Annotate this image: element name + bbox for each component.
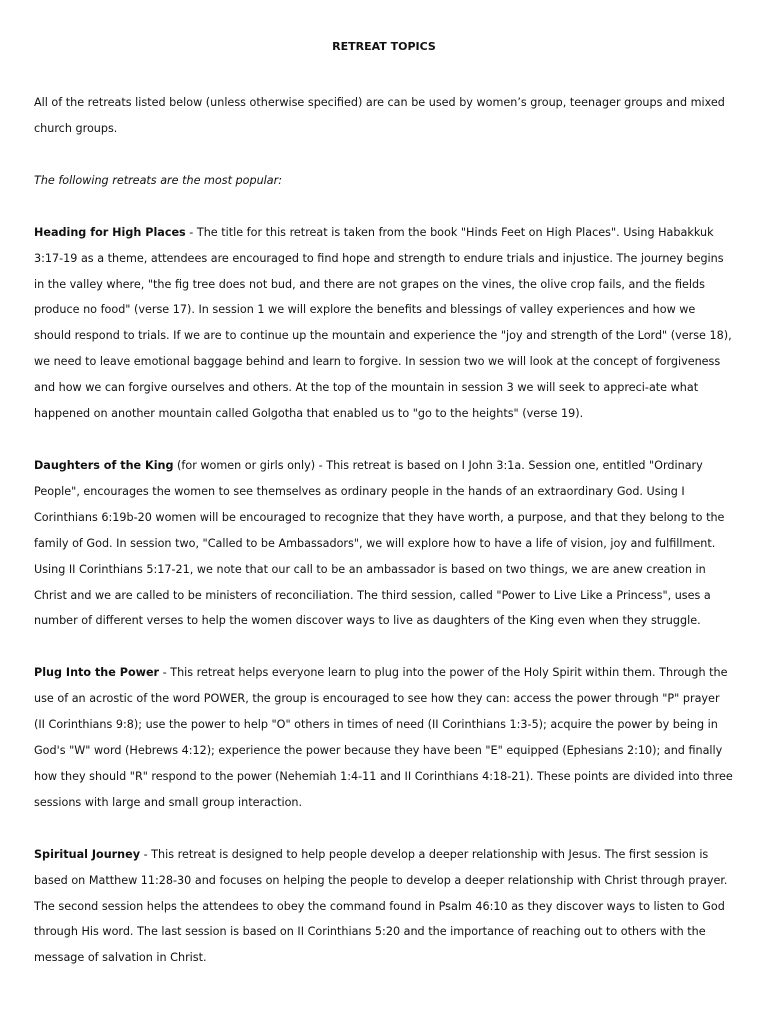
retreat-name: Spiritual Journey bbox=[34, 847, 141, 861]
retreat-description: (for women or girls only) - This retreat is based on I John 3:1a. Session one, entitled "Ordinary People", encourages the women to see themselves as ordinary people in the hands of an extraordinary God. Using I Corinthians 6:19b-20 women will be encouraged to recognize that they have worth, a purpose, and that they belong to the family of God. In session two, "Called to be Ambassadors", we will explore how to have a life of vision, joy and fulfillment. Using II Corinthians 5:17-21, we note that our call to be an ambassador is based on two things, we are anew creation in Christ and we are called to be ministers of reconciliation. The third session, called "Power to Live Like a Princess", uses a number of different verses to help the women discover ways to live as daughters of the King even when they struggle. bbox=[34, 458, 725, 628]
retreat-description: - This retreat helps everyone learn to plug into the power of the Holy Spirit within them. Through the use of an acrostic of the word POWER, the group is encouraged to see how they can: access the power through "P" prayer (II Corinthians 9:8); use the power to help "O" others in times of need (II Corinthians 1:3-5); acquire the power by being in God's "W" word (Hebrews 4:12); experience the power because they have been "E" equipped (Ephesians 2:10); and finally how they should "R" respond to the power (Nehemiah 1:4-11 and II Corinthians 4:18-21). These points are divided into three sessions with large and small group interaction. bbox=[34, 666, 733, 809]
retreat-name: Plug Into the Power bbox=[34, 666, 160, 680]
retreat-paragraph-heading-for-high-places bbox=[34, 220, 734, 427]
intro-paragraph: All of the retreats listed below (unless otherwise specified) are can be used by women’s group, teenager groups and mixed church groups. bbox=[34, 96, 725, 135]
retreat-paragraph-spiritual-journey bbox=[34, 842, 734, 972]
retreat-paragraph-plug-into-the-power bbox=[34, 660, 734, 815]
popular-note: The following retreats are the most popular: bbox=[34, 173, 282, 187]
page-title: RETREAT TOPICS bbox=[332, 40, 436, 53]
retreat-name: Daughters of the King bbox=[34, 458, 174, 472]
retreat-description: - This retreat is designed to help people develop a deeper relationship with Jesus. The first session is based on Matthew 11:28-30 and focuses on helping the people to develop a deeper relationship with Christ through prayer. The second session helps the attendees to obey the command found in Psalm 46:10 as they discover ways to listen to God through His word. The last session is based on II Corinthians 5:20 and the importance of reaching out to others with the message of salvation in Christ. bbox=[34, 847, 728, 965]
retreat-name: Heading for High Places bbox=[34, 225, 186, 239]
retreat-description: - The title for this retreat is taken from the book "Hinds Feet on High Places". Using Habakkuk 3:17-19 as a theme, attendees are encouraged to find hope and strength to endure trials and injustice. The journey begins in the valley where, "the fig tree does not bud, and there are not grapes on the vines, the olive crop fails, and the fields produce no food" (verse 17). In session 1 we will explore the benefits and blessings of valley experiences and how we should respond to trials. If we are to continue up the mountain and experience the "joy and strength of the Lord" (verse 18), we need to leave emotional baggage behind and learn to forgive. In session two we will look at the concept of forgiveness and how we can forgive ourselves and others. At the top of the mountain in session 3 we will seek to appreci-ate what happened on another mountain called Golgotha that enabled us to "go to the heights" (verse 19). bbox=[34, 225, 732, 421]
retreat-paragraph-daughters-of-the-king bbox=[34, 453, 734, 634]
